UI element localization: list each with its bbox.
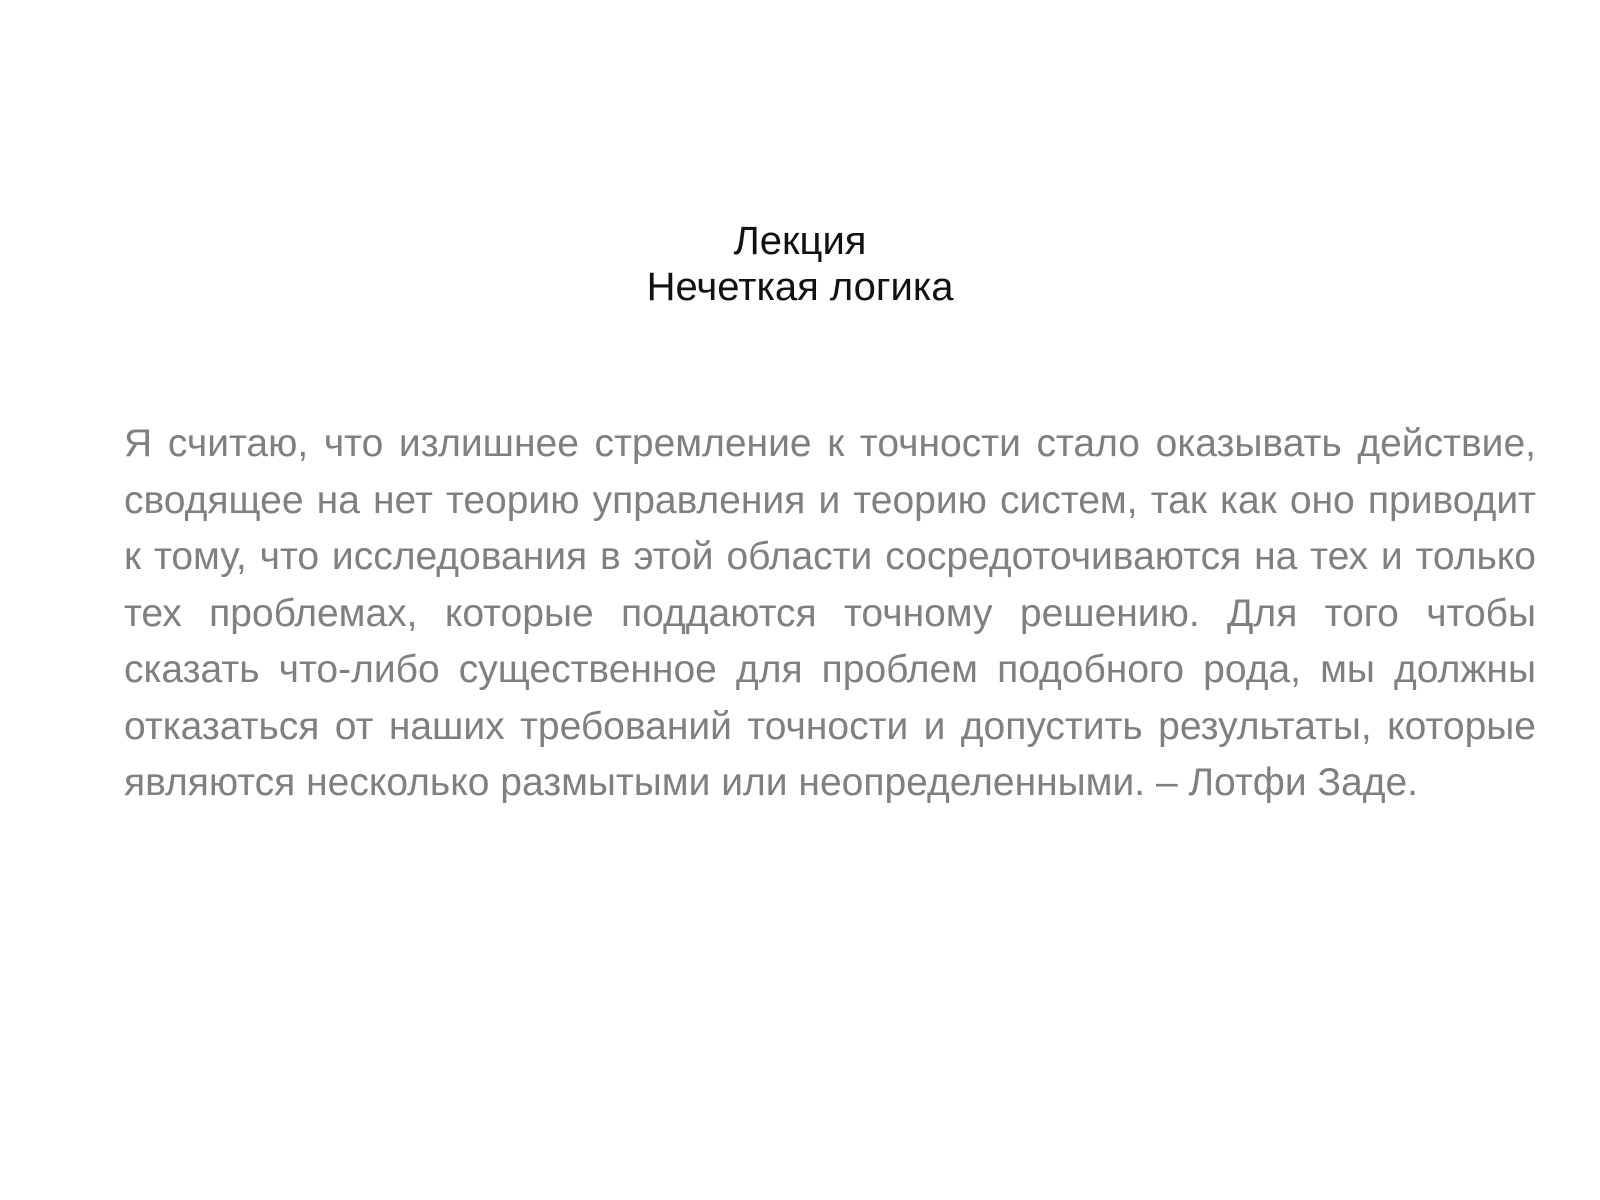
title-line-topic: Нечеткая логика bbox=[646, 265, 954, 309]
slide-title bbox=[0, 218, 1600, 310]
title-line-lecture: Лекция bbox=[733, 219, 867, 263]
quote-text: Я считаю, что излишнее стремление к точности стало оказывать действие, сводящее на нет теорию управления и теорию систем, так как оно приводит к тому, что исследования в этой области сосредоточиваются на тех и только тех проблемах, которые поддаются точному решению. Для того чтобы сказать что-либо существенное для проблем подобного рода, мы должны отказаться от наших требований точности и допустить результаты, которые являются несколько размытыми или неопределенными. – Лотфи Заде. bbox=[124, 422, 1536, 804]
